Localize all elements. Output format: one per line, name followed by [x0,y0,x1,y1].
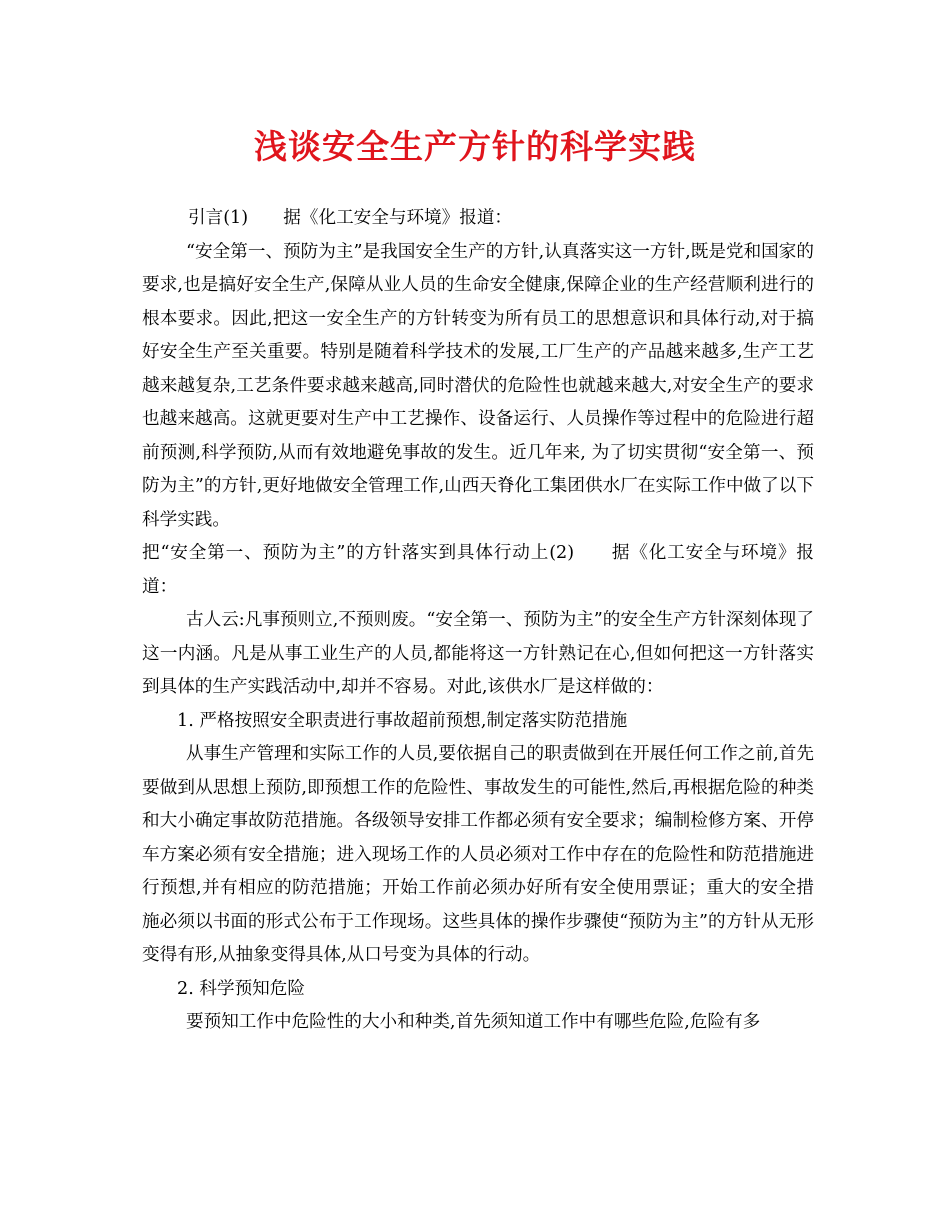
document-title: 浅谈安全生产方针的科学实践 [254,127,696,166]
paragraph-intro-2: 把“安全第一、预防为主”的方针落实到具体行动上(2) 据《化工安全与环境》报道： [142,543,814,597]
paragraph-2: 古人云:凡事预则立,不预则废。“安全第一、预防为主”的安全生产方针深刻体现了这一内涵。凡是从事工业生产的人员,都能将这一方针熟记在心,但如何把这一方针落实到具体的生产实践活动中,却并不容易。对此,该供水厂是这样做的： [142,610,814,697]
section-heading-1: 1. 严格按照安全职责进行事故超前预想,制定落实防范措施 [177,710,628,731]
section-heading-2: 2. 科学预知危险 [177,978,305,999]
document-body [142,202,814,1040]
paragraph-4: 要预知工作中危险性的大小和种类,首先须知道工作中有哪些危险,危险有多 [186,1012,761,1032]
paragraph-1: “安全第一、预防为主”是我国安全生产的方针,认真落实这一方针,既是党和国家的要求,也是搞好安全生产,保障从业人员的生命安全健康,保障企业的生产经营顺利进行的根本要求。因此,把这一安全生产的方针转变为所有员工的思想意识和具体行动,对于搞好安全生产至关重要。特别是随着科学技术的发展,工厂生产的产品越来越多,生产工艺越来越复杂,工艺条件要求越来越高,同时潜伏的危险性也就越来越大,对安全生产的要求也越来越高。这就更要对生产中工艺操作、设备运行、人员操作等过程中的危险进行超前预测,科学预防,从而有效地避免事故的发生。近几年来, 为了切实贯彻“安全第一、预防为主”的方针,更好地做安全管理工作,山西天脊化工集团供水厂在实际工作中做了以下科学实践。 [142,241,814,530]
paragraph-3: 从事生产管理和实际工作的人员,要依据自己的职责做到在开展任何工作之前,首先要做到从思想上预防,即预想工作的危险性、事故发生的可能性,然后,再根据危险的种类和大小确定事故防范措施。各级领导安排工作都必须有安全要求；编制检修方案、开停车方案必须有安全措施；进入现场工作的人员必须对工作中存在的危险性和防范措施进行预想,并有相应的防范措施；开始工作前必须办好所有安全使用票证；重大的安全措施必须以书面的形式公布于工作现场。这些具体的操作步骤使“预防为主”的方针从无形变得有形,从抽象变得具体,从口号变为具体的行动。 [142,744,814,965]
paragraph-intro-1: 引言(1) 据《化工安全与环境》报道： [188,208,513,228]
